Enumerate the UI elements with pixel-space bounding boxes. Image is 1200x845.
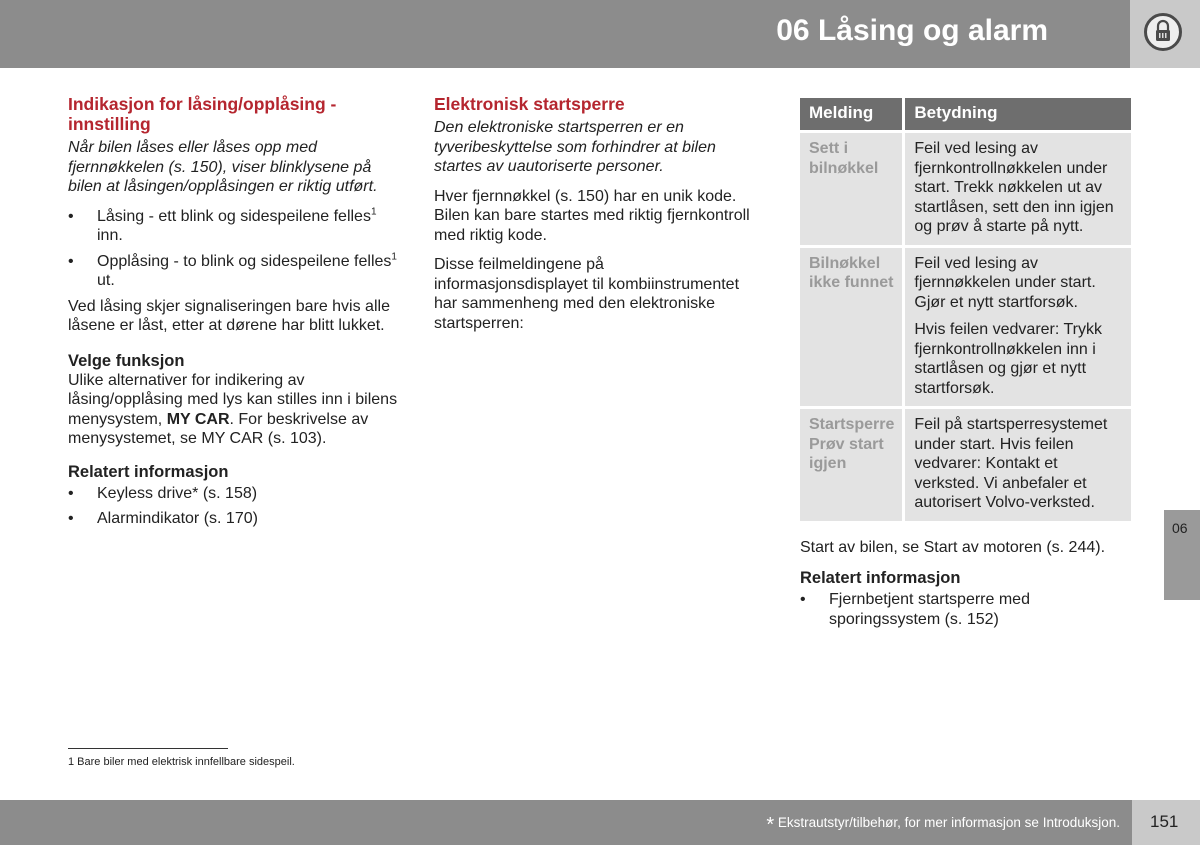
lock-icon [1144, 13, 1182, 51]
section-heading-indication: Indikasjon for låsing/opplåsing - innstilling [68, 94, 337, 134]
chapter-icon-box [1130, 0, 1200, 68]
message-cell: Sett i bilnøkkel [800, 133, 905, 248]
body-text: Hver fjernnøkkel (s. 150) har en unik kode. Bilen kan bare startes med riktig fjernkontroll med riktig kode. [434, 187, 750, 244]
list-item: • Opplåsing - to blink og sidespeilene felles$^1$ ut. [68, 252, 398, 291]
body-text: Ved låsing skjer signaliseringen bare hvis alle låsene er låst, etter at dørene har blitt lukket. [68, 297, 390, 334]
body-text: Disse feilmeldingene på informasjonsdisplayet til kombiinstrumentet har sammenheng med den elektroniske startsperren: [434, 256, 740, 332]
lead-text: Når bilen låses eller låses opp med fjernnøkkelen (s. 150), viser blinklysene på bilen at låsingen/opplåsingen er riktig utført. [68, 139, 378, 195]
chapter-header [0, 0, 1130, 68]
table-header-message: Melding [800, 98, 905, 133]
related-link[interactable]: • Alarmindikator (s. 170) [68, 509, 398, 529]
column-right [800, 98, 1131, 635]
subheading-related-info: Relatert informasjon [68, 462, 229, 481]
table-row [800, 248, 1131, 410]
chapter-side-tab[interactable]: 06 [1164, 510, 1200, 600]
section-heading-immobilizer: Elektronisk startsperre [434, 94, 625, 114]
footer-note: * Ekstrautstyr/tilbehør, for mer informasjon se Introduksjon. [766, 814, 1120, 836]
lead-text: Den elektroniske startsperren er en tyveribeskyttelse som forhindrer at bilen startes av uautoriserte personer. [434, 119, 716, 175]
table-row [800, 133, 1131, 248]
column-middle [434, 94, 762, 343]
column-left [68, 94, 398, 535]
chapter-title: 06 Låsing og alarm [776, 14, 1048, 47]
meaning-cell: Feil ved lesing av fjernkontrollnøkkelen under start. Trekk nøkkelen ut av startlåsen, sett den inn igjen og prøv å starte på nytt. [905, 133, 1131, 248]
message-cell: Startsperre Prøv start igjen [800, 409, 905, 524]
related-list [800, 590, 1131, 629]
footnote-divider [68, 748, 228, 749]
related-list [68, 484, 398, 529]
meaning-cell: Feil ved lesing av fjernnøkkelen under start. Gjør et nytt startforsøk. Hvis feilen vedvarer: Trykk fjernkontrollnøkkelen inn i startlåsen og gjør et nytt startforsøk. [905, 248, 1131, 410]
related-link[interactable]: • Fjernbetjent startsperre med sporingssystem (s. 152) [800, 590, 1131, 629]
table-header-meaning: Betydning [905, 98, 1131, 133]
subheading-select-function: Velge funksjon [68, 351, 185, 370]
meaning-cell: Feil på startsperresystemet under start. Hvis feilen vedvarer: Kontakt et verksted. Vi anbefaler et autorisert Volvo-verksted. [905, 409, 1131, 524]
message-cell: Bilnøkkel ikke funnet [800, 248, 905, 410]
page-footer [0, 800, 1132, 845]
subheading-related-info: Relatert informasjon [800, 569, 961, 587]
page-number: 151 [1150, 812, 1179, 831]
table-row [800, 409, 1131, 524]
related-link[interactable]: • Keyless drive* (s. 158) [68, 484, 398, 504]
body-text: Ulike alternativer for indikering av låsing/opplåsing med lys kan stilles inn i bilens menysystem, MY CAR. For beskrivelse av menysystemet, se MY CAR (s. 103). [68, 371, 398, 447]
message-table [800, 98, 1131, 524]
body-text: Start av bilen, se Start av motoren (s. 244). [800, 538, 1106, 556]
bullet-list [68, 207, 398, 291]
footnote: 1 Bare biler med elektrisk innfellbare sidespeil. [68, 756, 295, 768]
page-number-box [1132, 800, 1200, 845]
list-item: • Låsing - ett blink og sidespeilene felles$^1$ inn. [68, 207, 398, 246]
